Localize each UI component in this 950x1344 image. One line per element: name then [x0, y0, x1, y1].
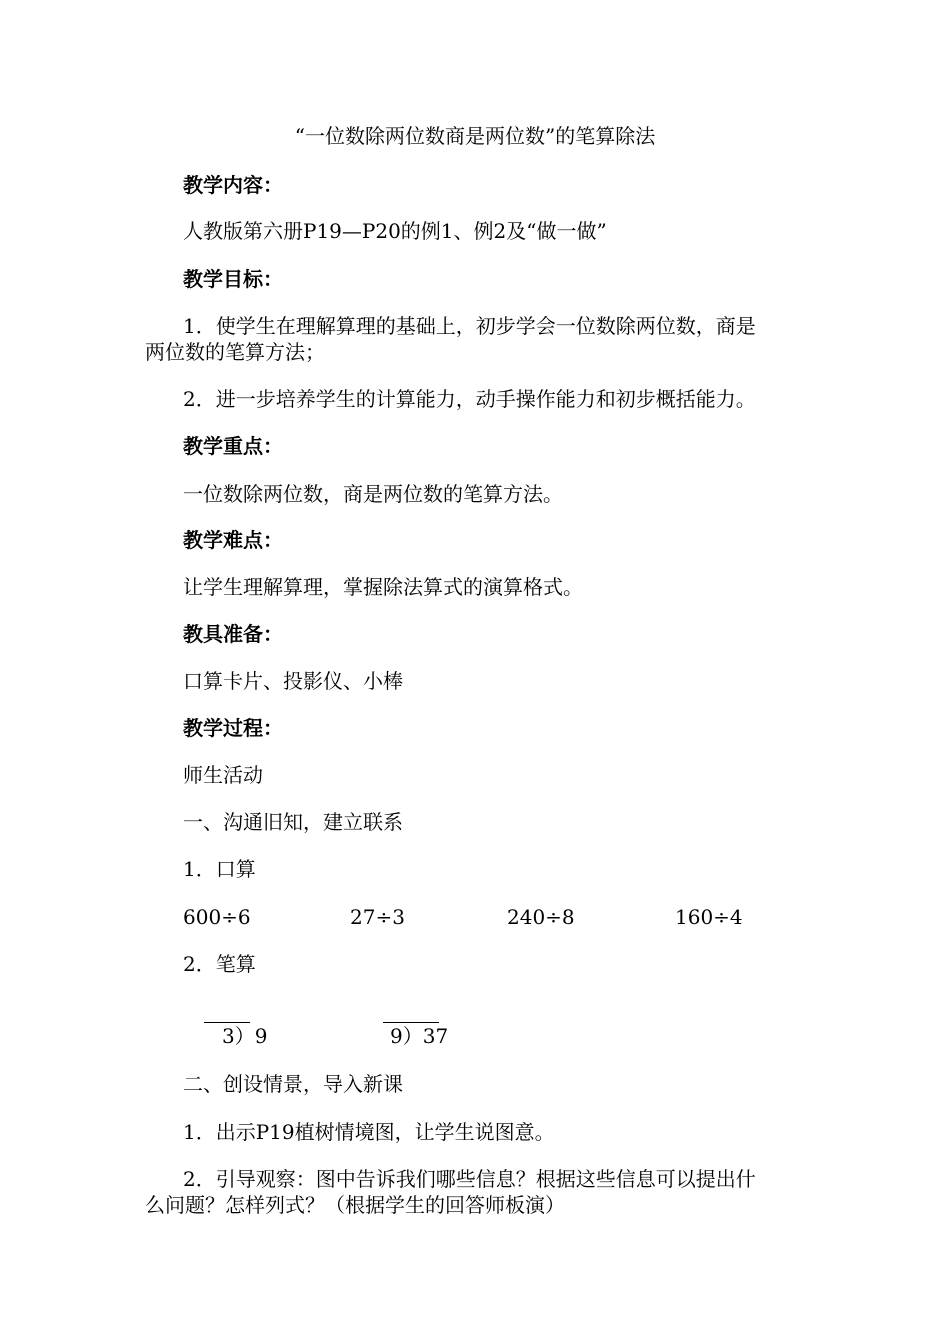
key-heading: 教学重点： — [183, 434, 283, 458]
difficulty-text: 让学生理解算理，掌握除法算式的演算格式。 — [183, 575, 583, 599]
goal-1-line-1: 1．使学生在理解算理的基础上，初步学会一位数除两位数，商是 — [183, 314, 756, 338]
section-2-heading: 二、创设情景，导入新课 — [183, 1072, 403, 1096]
goals-heading: 教学目标： — [183, 267, 283, 291]
tools-text: 口算卡片、投影仪、小棒 — [183, 669, 403, 693]
written-calc-label: 2．笔算 — [183, 952, 256, 976]
difficulty-heading: 教学难点： — [183, 528, 283, 552]
tools-heading: 教具准备： — [183, 622, 283, 646]
step-2-line-1: 2．引导观察：图中告诉我们哪些信息？根据这些信息可以提出什 — [183, 1167, 756, 1191]
long-division-item: 3）9 — [222, 1024, 268, 1048]
oral-calc-item: 600÷6 — [183, 905, 251, 929]
page-title: “一位数除两位数商是两位数”的笔算除法 — [294, 124, 656, 148]
goal-2: 2．进一步培养学生的计算能力，动手操作能力和初步概括能力。 — [183, 387, 756, 411]
goal-1-line-2: 两位数的笔算方法； — [145, 340, 325, 364]
key-text: 一位数除两位数，商是两位数的笔算方法。 — [183, 482, 563, 506]
content-heading: 教学内容： — [183, 173, 283, 197]
step-1: 1．出示P19植树情境图，让学生说图意。 — [183, 1120, 555, 1144]
oral-calc-label: 1．口算 — [183, 857, 256, 881]
section-1-heading: 一、沟通旧知，建立联系 — [183, 810, 403, 834]
process-sub: 师生活动 — [183, 763, 263, 787]
long-division-item: 9）37 — [390, 1024, 449, 1048]
oral-calc-item: 240÷8 — [507, 905, 575, 929]
oral-calc-item: 160÷4 — [675, 905, 743, 929]
oral-calc-item: 27÷3 — [350, 905, 405, 929]
step-2-line-2: 么问题？怎样列式？（根据学生的回答师板演） — [145, 1193, 565, 1217]
content-text: 人教版第六册P19—P20的例1、例2及“做一做” — [183, 219, 607, 243]
process-heading: 教学过程： — [183, 716, 283, 740]
